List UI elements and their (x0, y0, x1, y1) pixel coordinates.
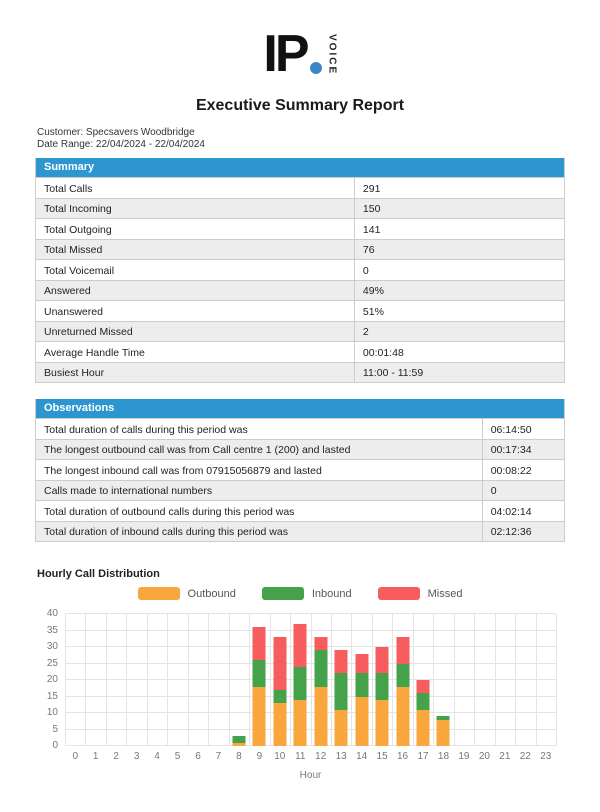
bar-hour-8 (232, 614, 245, 746)
bar-segment-inbound (294, 667, 307, 700)
observations-row (36, 500, 564, 521)
bar-segment-inbound (335, 673, 348, 709)
y-tick-label: 10 (46, 707, 58, 718)
chart-title: Hourly Call Distribution (37, 568, 160, 580)
bar-segment-missed (294, 624, 307, 667)
x-tick-label: 14 (356, 751, 368, 762)
bar-hour-14 (355, 614, 368, 746)
gridline-vertical (229, 614, 230, 746)
bar-segment-missed (376, 647, 389, 673)
bar-hour-5 (171, 614, 184, 746)
bar-hour-7 (212, 614, 225, 746)
x-tick-label: 21 (499, 751, 511, 762)
bar-segment-outbound (396, 687, 409, 746)
bar-hour-16 (396, 614, 409, 746)
x-tick-label: 19 (458, 751, 470, 762)
ipvoice-logo (263, 25, 338, 84)
row-label: Busiest Hour (36, 363, 355, 383)
gridline-vertical (392, 614, 393, 746)
legend-label: Missed (427, 587, 463, 600)
x-tick-label: 4 (154, 751, 160, 762)
bar-hour-4 (151, 614, 164, 746)
row-label: Total duration of outbound calls during this period was (36, 501, 483, 521)
x-tick-label: 3 (133, 751, 140, 762)
gridline-vertical (474, 614, 475, 746)
bar-segment-inbound (396, 664, 409, 687)
summary-table-header: Summary (36, 158, 564, 177)
row-value: 150 (362, 203, 381, 215)
bar-segment-missed (335, 650, 348, 673)
row-value: 11:00 - 11:59 (362, 367, 424, 379)
row-value: 76 (362, 244, 375, 256)
summary-row (36, 341, 564, 362)
x-tick-label: 7 (215, 751, 222, 762)
bar-segment-outbound (314, 687, 327, 746)
row-value: 00:01:48 (362, 346, 404, 359)
x-tick-label: 0 (72, 751, 78, 762)
gridline-vertical (167, 614, 168, 746)
summary-table-body (36, 177, 564, 382)
summary-row (36, 259, 564, 280)
row-value: 0 (362, 264, 369, 277)
bar-hour-19 (457, 614, 470, 746)
x-tick-label: 10 (274, 751, 286, 762)
bar-segment-inbound (273, 690, 286, 703)
x-tick-label: 9 (256, 751, 263, 762)
y-tick-label: 5 (52, 723, 58, 735)
chart-plot-area (0, 608, 600, 783)
row-label: The longest inbound call was from 07915056879 and lasted (36, 460, 483, 480)
bar-segment-outbound (294, 700, 307, 746)
bar-segment-inbound (232, 736, 245, 743)
gridline-vertical (188, 614, 189, 746)
row-value: 02:12:36 (490, 526, 532, 538)
bar-hour-22 (519, 614, 532, 746)
y-tick-label: 35 (46, 624, 58, 636)
y-tick-label: 20 (46, 674, 58, 685)
bar-hour-3 (130, 614, 143, 746)
summary-row (36, 362, 564, 383)
gridline-vertical (351, 614, 352, 746)
logo-ip-text: IP (263, 25, 307, 83)
summary-table (35, 158, 565, 383)
page-title: Executive Summary Report (195, 97, 405, 114)
row-value: 51% (362, 305, 384, 318)
gridline-vertical (85, 614, 86, 746)
bar-segment-outbound (417, 710, 430, 746)
bar-segment-missed (396, 637, 409, 663)
x-axis-label: Hour (299, 770, 322, 781)
observations-table-body (36, 418, 564, 541)
gridline-vertical (65, 614, 66, 746)
gridline-vertical (372, 614, 373, 746)
x-tick-label: 12 (315, 751, 327, 762)
x-tick-label: 2 (113, 751, 119, 762)
row-label: Total duration of calls during this period was (36, 419, 483, 439)
y-tick-label: 25 (46, 657, 58, 669)
logo-dot-icon (310, 62, 322, 74)
observations-row (36, 439, 564, 460)
x-tick-label: 11 (295, 751, 306, 762)
gridline-vertical (495, 614, 496, 746)
summary-row (36, 218, 564, 239)
bar-hour-13 (335, 614, 348, 746)
gridline-vertical (331, 614, 332, 746)
x-tick-label: 6 (195, 751, 201, 762)
bar-segment-outbound (376, 700, 389, 746)
bar-hour-10 (273, 614, 286, 746)
gridline-vertical (556, 614, 557, 746)
summary-row (36, 177, 564, 198)
bar-segment-outbound (273, 703, 286, 746)
plot-grid (65, 614, 556, 746)
bar-segment-missed (273, 637, 286, 690)
bar-segment-inbound (355, 673, 368, 696)
x-tick-label: 17 (417, 751, 429, 762)
bar-segment-missed (355, 654, 368, 674)
row-label: Answered (36, 281, 355, 301)
observations-row (36, 521, 564, 542)
observations-row (36, 459, 564, 480)
report-header (0, 0, 600, 150)
gridline-vertical (290, 614, 291, 746)
legend-item-missed (378, 587, 463, 600)
hourly-call-distribution-chart (0, 568, 600, 783)
gridline-vertical (413, 614, 414, 746)
bar-segment-missed (314, 637, 327, 650)
legend-item-outbound (138, 587, 236, 600)
row-label: Total Voicemail (36, 260, 355, 280)
row-label: Total Outgoing (36, 219, 355, 239)
observations-row (36, 480, 564, 501)
bar-hour-11 (294, 614, 307, 746)
row-value: 00:17:34 (490, 444, 532, 456)
summary-row (36, 300, 564, 321)
bar-hour-6 (191, 614, 204, 746)
legend-swatch-outbound (138, 587, 180, 600)
gridline-vertical (147, 614, 148, 746)
y-tick-label: 15 (46, 690, 58, 702)
summary-row (36, 321, 564, 342)
row-value: 04:02:14 (490, 505, 532, 518)
gridline-vertical (208, 614, 209, 746)
bar-hour-1 (89, 614, 102, 746)
bar-hour-15 (376, 614, 389, 746)
gridline-vertical (536, 614, 537, 746)
bar-hour-17 (417, 614, 430, 746)
x-tick-label: 18 (437, 751, 450, 762)
bar-hour-0 (69, 614, 82, 746)
gridline-vertical (433, 614, 434, 746)
x-tick-label: 22 (519, 751, 531, 762)
bar-hour-21 (498, 614, 511, 746)
bar-segment-outbound (232, 743, 245, 746)
gridline-vertical (454, 614, 455, 746)
row-label: Total Incoming (36, 199, 355, 219)
row-value: 49% (362, 285, 384, 297)
bar-hour-12 (314, 614, 327, 746)
y-tick-label: 40 (46, 608, 58, 619)
bar-segment-outbound (335, 710, 348, 746)
observations-table-header: Observations (36, 399, 564, 418)
summary-row (36, 239, 564, 260)
bar-hour-18 (437, 614, 450, 746)
row-value: 00:08:22 (490, 464, 532, 477)
bar-hour-20 (478, 614, 491, 746)
x-tick-label: 1 (92, 751, 99, 762)
row-label: Total Missed (36, 240, 355, 260)
observations-table (35, 399, 565, 542)
x-tick-label: 13 (335, 751, 347, 762)
row-label: The longest outbound call was from Call centre 1 (200) and lasted (36, 440, 483, 460)
legend-label: Inbound (311, 587, 352, 600)
bar-hour-23 (539, 614, 552, 746)
gridline-vertical (126, 614, 127, 746)
x-tick-label: 23 (540, 751, 552, 762)
bar-segment-missed (417, 680, 430, 693)
gridline-vertical (515, 614, 516, 746)
customer-line: Customer: Specsavers Woodbridge (37, 127, 195, 138)
y-tick-label: 30 (46, 641, 58, 652)
summary-row (36, 280, 564, 301)
legend-swatch-missed (378, 587, 420, 600)
gridline-vertical (270, 614, 271, 746)
legend-item-inbound (262, 587, 352, 600)
y-tick-label: 0 (52, 740, 58, 751)
x-tick-label: 5 (174, 751, 181, 762)
x-tick-label: 20 (478, 751, 490, 762)
bar-segment-inbound (253, 660, 266, 686)
x-tick-label: 15 (376, 751, 388, 762)
bar-hour-2 (110, 614, 123, 746)
row-value: 141 (362, 223, 381, 236)
bar-segment-inbound (314, 650, 327, 686)
bar-hour-9 (253, 614, 266, 746)
legend-label: Outbound (187, 587, 236, 600)
bar-segment-missed (253, 627, 266, 660)
bar-segment-outbound (437, 720, 450, 746)
x-tick-label: 8 (236, 751, 242, 762)
row-label: Unreturned Missed (36, 322, 355, 342)
row-label: Total duration of inbound calls during this period was (36, 522, 483, 542)
report-meta (37, 127, 565, 150)
x-tick-label: 16 (397, 751, 409, 762)
row-value: 06:14:50 (490, 423, 532, 436)
row-label: Unanswered (36, 301, 355, 321)
gridline-vertical (249, 614, 250, 746)
legend-swatch-inbound (262, 587, 304, 600)
row-value: 0 (490, 485, 497, 497)
summary-row (36, 198, 564, 219)
date-range-line: Date Range: 22/04/2024 - 22/04/2024 (37, 138, 205, 150)
gridline-vertical (106, 614, 107, 746)
row-label: Calls made to international numbers (36, 481, 483, 501)
gridline-vertical (311, 614, 312, 746)
bar-segment-inbound (376, 673, 389, 699)
observations-row (36, 418, 564, 439)
row-value: 2 (362, 326, 369, 338)
chart-legend (0, 587, 600, 600)
bar-segment-outbound (253, 687, 266, 746)
logo-voice-text: VOICE (326, 34, 338, 76)
bar-segment-inbound (417, 693, 430, 710)
row-label: Average Handle Time (36, 342, 355, 362)
row-value: 291 (362, 182, 381, 195)
bar-segment-outbound (355, 697, 368, 747)
row-label: Total Calls (36, 178, 355, 198)
